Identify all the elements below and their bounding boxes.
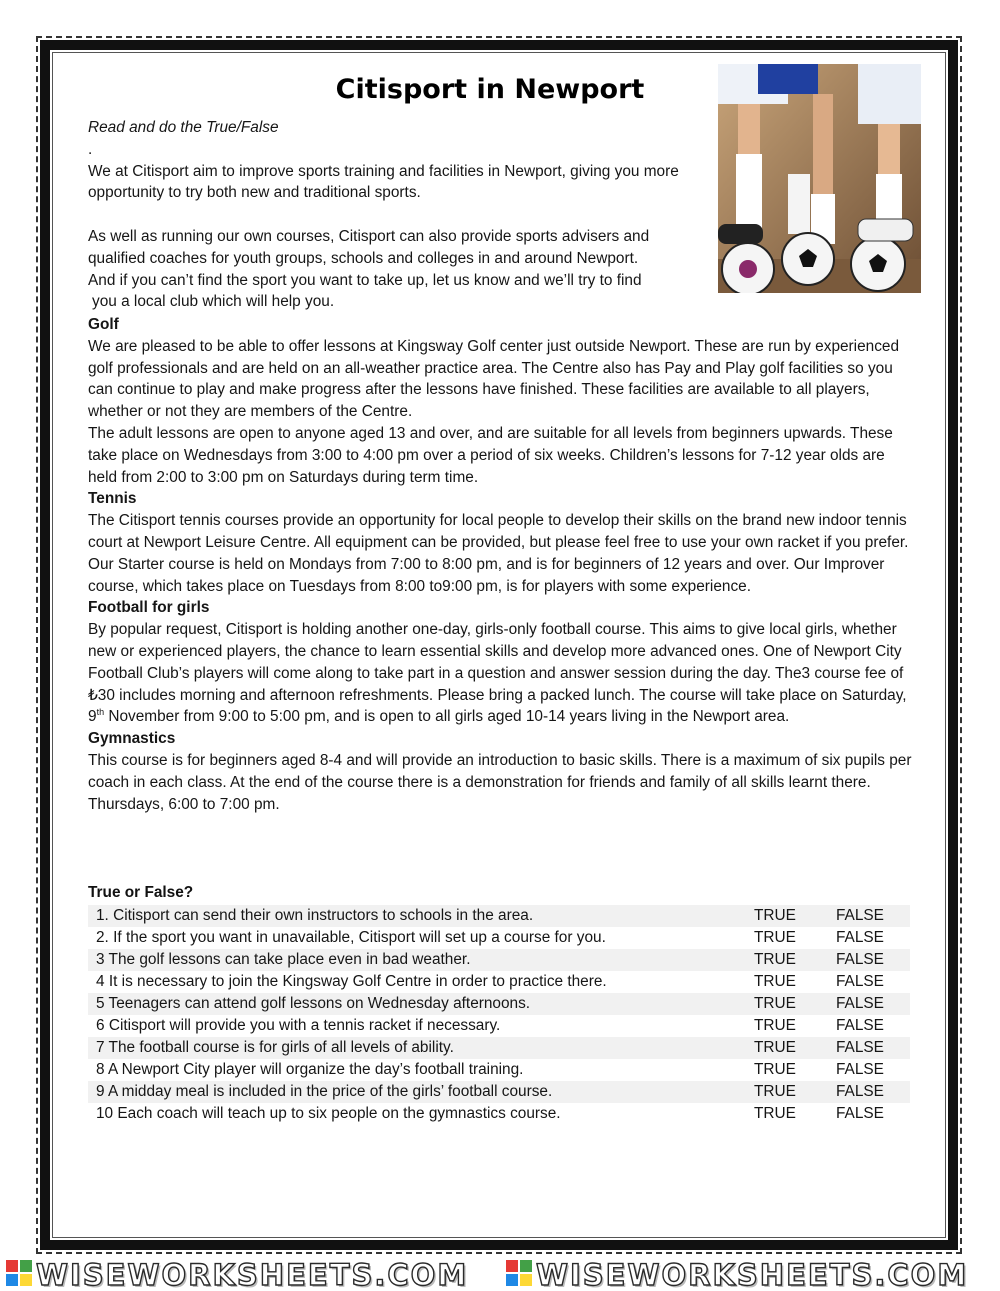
quiz-question: 7 The football course is for girls of all levels of ability. [96, 1039, 454, 1056]
intro-paragraph-1: We at Citisport aim to improve sports training and facilities in Newport, giving you more opportunity to try both new and traditional sports. [88, 162, 679, 202]
quiz-row [88, 949, 910, 971]
gymnastics-paragraph: This course is for beginners aged 8-4 and will provide an introduction to basic skills. There is a maximum of six pupils per coach in each class. At the end of the course there is a demonstration for friends and family of all skills learnt there. Thursdays, 6:00 to 7:00 pm. [88, 751, 912, 813]
true-option[interactable]: TRUE [754, 951, 796, 968]
tennis-paragraph: The Citisport tennis courses provide an opportunity for local people to develop their skills on the brand new indoor tennis court at Newport Leisure Centre. All equipment can be provided, but please feel free to use your own racket if you prefer. Our Starter course is held on Mondays from 7:00 to 8:00 pm, and is for beginners of 12 years and over. Our Improver course, which takes place on Tuesdays from 8:00 to9:00 pm, is for players with some experience. [88, 512, 909, 595]
true-option[interactable]: TRUE [754, 1105, 796, 1122]
quiz-row [88, 1015, 910, 1037]
football-date-suffix: th [96, 707, 105, 718]
true-false-heading: True or False? [88, 884, 194, 901]
football-text-b: November from 9:00 to 5:00 pm, and is open to all girls aged 10-14 years living in the Newport area. [104, 708, 790, 726]
false-option[interactable]: FALSE [836, 907, 884, 924]
false-option[interactable]: FALSE [836, 1039, 884, 1056]
false-option[interactable]: FALSE [836, 1017, 884, 1034]
golf-paragraph-2: The adult lessons are open to anyone aged 13 and over, and are suitable for all levels from beginners upwards. These take place on Wednesdays from 3:00 to 4:00 pm over a period of six weeks. Children’s lessons for 7-12 year olds are held from 2:00 to 3:00 pm on Saturdays during term time. [88, 424, 893, 486]
intro-paragraph-2-line-1: As well as running our own courses, Citisport can also provide sports advisers and [88, 227, 650, 245]
false-option[interactable]: FALSE [836, 929, 884, 946]
tennis-heading: Tennis [88, 490, 137, 508]
quiz-question: 8 A Newport City player will organize the day’s football training. [96, 1061, 524, 1078]
quiz-question: 2. If the sport you want in unavailable, Citisport will set up a course for you. [96, 929, 606, 946]
quiz-question: 3 The golf lessons can take place even in bad weather. [96, 951, 471, 968]
quiz-row [88, 1059, 910, 1081]
watermark-text: WISEWORKSHEETS.COM [536, 1258, 969, 1291]
quiz-row [88, 971, 910, 993]
true-option[interactable]: TRUE [754, 973, 796, 990]
quiz-question: 10 Each coach will teach up to six people on the gymnastics course. [96, 1105, 561, 1122]
true-option[interactable]: TRUE [754, 929, 796, 946]
quiz-question: 4 It is necessary to join the Kingsway Golf Centre in order to practice there. [96, 973, 607, 990]
true-option[interactable]: TRUE [754, 1083, 796, 1100]
quiz-row [88, 927, 910, 949]
true-false-table [88, 905, 910, 1125]
football-paragraph [88, 619, 918, 728]
intro-paragraph-2-line-2: qualified coaches for youth groups, schools and colleges in and around Newport. [88, 249, 639, 267]
wiseworksheets-logo-icon [506, 1260, 532, 1286]
false-option[interactable]: FALSE [836, 951, 884, 968]
quiz-row [88, 1037, 910, 1059]
intro-paragraph-2-line-4: you a local club which will help you. [92, 293, 335, 311]
golf-paragraph-1: We are pleased to be able to offer lessons at Kingsway Golf center just outside Newport. These are run by experienced golf professionals and are held on an all-weather practice area. The Centre also has Pay and Play golf facilities so you can continue to play and make progress after the lessons have finished. These facilities are available to all players, whether or not they are members of the Centre. [88, 337, 900, 421]
football-heading: Football for girls [88, 599, 210, 617]
quiz-question: 9 A midday meal is included in the price of the girls’ football course. [96, 1083, 553, 1100]
true-option[interactable]: TRUE [754, 1017, 796, 1034]
true-option[interactable]: TRUE [754, 995, 796, 1012]
quiz-question: 1. Citisport can send their own instructors to schools in the area. [96, 907, 534, 924]
quiz-row [88, 905, 910, 927]
intro-paragraph-2-line-3: And if you can’t find the sport you want to take up, let us know and we’ll try to find [88, 271, 642, 289]
false-option[interactable]: FALSE [836, 1083, 884, 1100]
gymnastics-heading: Gymnastics [88, 730, 176, 748]
quiz-row [88, 1103, 910, 1125]
true-option[interactable]: TRUE [754, 907, 796, 924]
true-option[interactable]: TRUE [754, 1061, 796, 1078]
false-option[interactable]: FALSE [836, 1105, 884, 1122]
stray-dot: . [88, 140, 93, 158]
quiz-question: 6 Citisport will provide you with a tennis racket if necessary. [96, 1017, 501, 1034]
instruction-text: Read and do the True/False [88, 119, 279, 136]
football-text-a: By popular request, Citisport is holding another one-day, girls-only football course. This aims to give local girls, whether new or experienced players, the chance to learn essential skills and develop more advanced ones. One of Newport City Football Club’s players will come along to take part in a question and answer session during the day. The3 course fee of ₺30 includes morning and afternoon refreshments. Please bring a packed lunch. The course will take place on Saturday, 9 [88, 621, 907, 726]
watermark-text: WISEWORKSHEETS.COM [36, 1258, 469, 1291]
false-option[interactable]: FALSE [836, 995, 884, 1012]
page-title: Citisport in Newport [335, 74, 645, 105]
false-option[interactable]: FALSE [836, 1061, 884, 1078]
golf-heading: Golf [88, 316, 119, 333]
quiz-question: 5 Teenagers can attend golf lessons on Wednesday afternoons. [96, 995, 531, 1012]
quiz-row [88, 1081, 910, 1103]
true-option[interactable]: TRUE [754, 1039, 796, 1056]
football-players-photo [718, 64, 921, 293]
article-body [88, 314, 918, 815]
quiz-row [88, 993, 910, 1015]
watermark-footer [0, 1256, 1000, 1290]
intro-section [88, 117, 708, 313]
wiseworksheets-logo-icon [6, 1260, 32, 1286]
false-option[interactable]: FALSE [836, 973, 884, 990]
